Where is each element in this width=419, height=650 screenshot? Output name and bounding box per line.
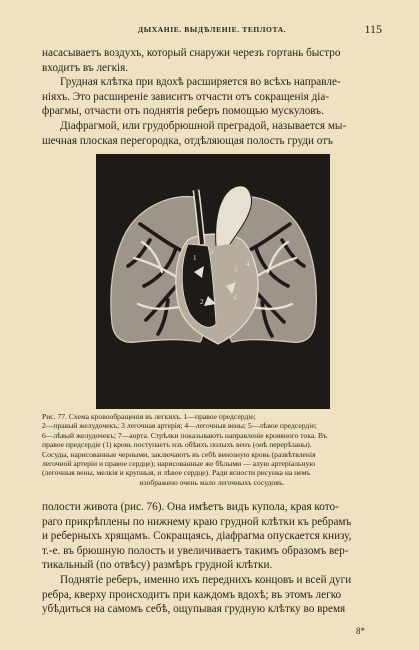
paragraph: насасываетъ воздухъ, который снаружи черезъ гортань быстро входитъ въ легкія.: [42, 47, 341, 74]
figure-caption: [42, 412, 382, 487]
page-number: 115: [364, 22, 382, 36]
caption-line: изображено очень мало легочныхъ сосудовъ.: [139, 477, 285, 487]
paragraph: полости живота (рис. 76). Она имѣетъ видъ купола, края кото- раго прикрѣплены по нижнему краю грудной клѣтки къ ребрамъ и реберныхъ хрящамъ. Сокращаясь, діафрагма опускается книзу, т.-е. въ брюшную полость и увеличиваетъ такимъ образомъ вер- тикальный (по отвѣсу) размѣръ грудной клѣтки.: [42, 501, 352, 572]
caption-line: правое предсердіе (1) кровь поступаетъ изъ обѣихъ полыхъ венъ (онѣ перерѣзаны).: [42, 440, 312, 450]
paragraph: Поднятіе реберъ, именно ихъ переднихъ концовъ и всей дуги ребра, кверху происходитъ при каждомъ вдохѣ; въ этомъ легко убѣдиться на самомъ себѣ, ощупывая грудную клѣтку во время: [42, 573, 352, 616]
lung-circulation-figure: [96, 154, 330, 409]
label-3: 3: [210, 248, 214, 256]
running-header: [42, 24, 382, 38]
label-4: 4: [246, 260, 250, 268]
header-title: ДЫХАНІЕ. ВЫДѢЛЕНІЕ. ТЕПЛОТА.: [138, 25, 287, 34]
bottom-text: [42, 500, 382, 617]
label-7: 7: [222, 224, 226, 232]
lung-illustration: [96, 154, 330, 409]
printer-signature: 8*: [356, 626, 365, 636]
caption-line: 2—правый желудочекъ; 3 легочная артерія; 4—легочныя вены; 5—лѣвое предсердіе;: [42, 421, 317, 431]
caption-line: 6—лѣвый желудочекъ; 7—аорта. Стрѣлки показываютъ направленіе кровяного тока. Въ: [42, 430, 328, 440]
label-1: 1: [193, 254, 197, 262]
paragraph: Діафрагмой, или грудобрюшной преградой, называется мы- шечная плоская перегородка, отдѣляющая полость груди отъ: [42, 119, 347, 147]
label-6: 6: [234, 294, 238, 302]
label-2: 2: [200, 298, 204, 306]
top-text: [42, 46, 382, 148]
paragraph: Грудная клѣтка при вдохѣ расширяется во всѣхъ направле- ніяхъ. Это расширеніе зависитъ отчасти отъ сокращенія діа- фрагмы, отчасти отъ поднятія реберъ помощью мускуловъ.: [42, 76, 341, 118]
caption-line: Сосуды, нарисованные черными, заключаютъ въ себѣ венозную кровь (развѣтвленія: [42, 449, 316, 459]
caption-line: легочной артеріи и правое сердце); нарисованные же бѣлыми — алую артеріальную: [42, 459, 316, 469]
label-5: 5: [234, 266, 238, 274]
caption-line: Рис. 77. Схема кровообращенія въ легкихъ. 1—правое предсердіе;: [42, 412, 256, 421]
caption-line: (легочныя вены, мелкія и крупныя, и лѣвое сердце). Ради ясности рисунка на немъ: [42, 468, 311, 478]
